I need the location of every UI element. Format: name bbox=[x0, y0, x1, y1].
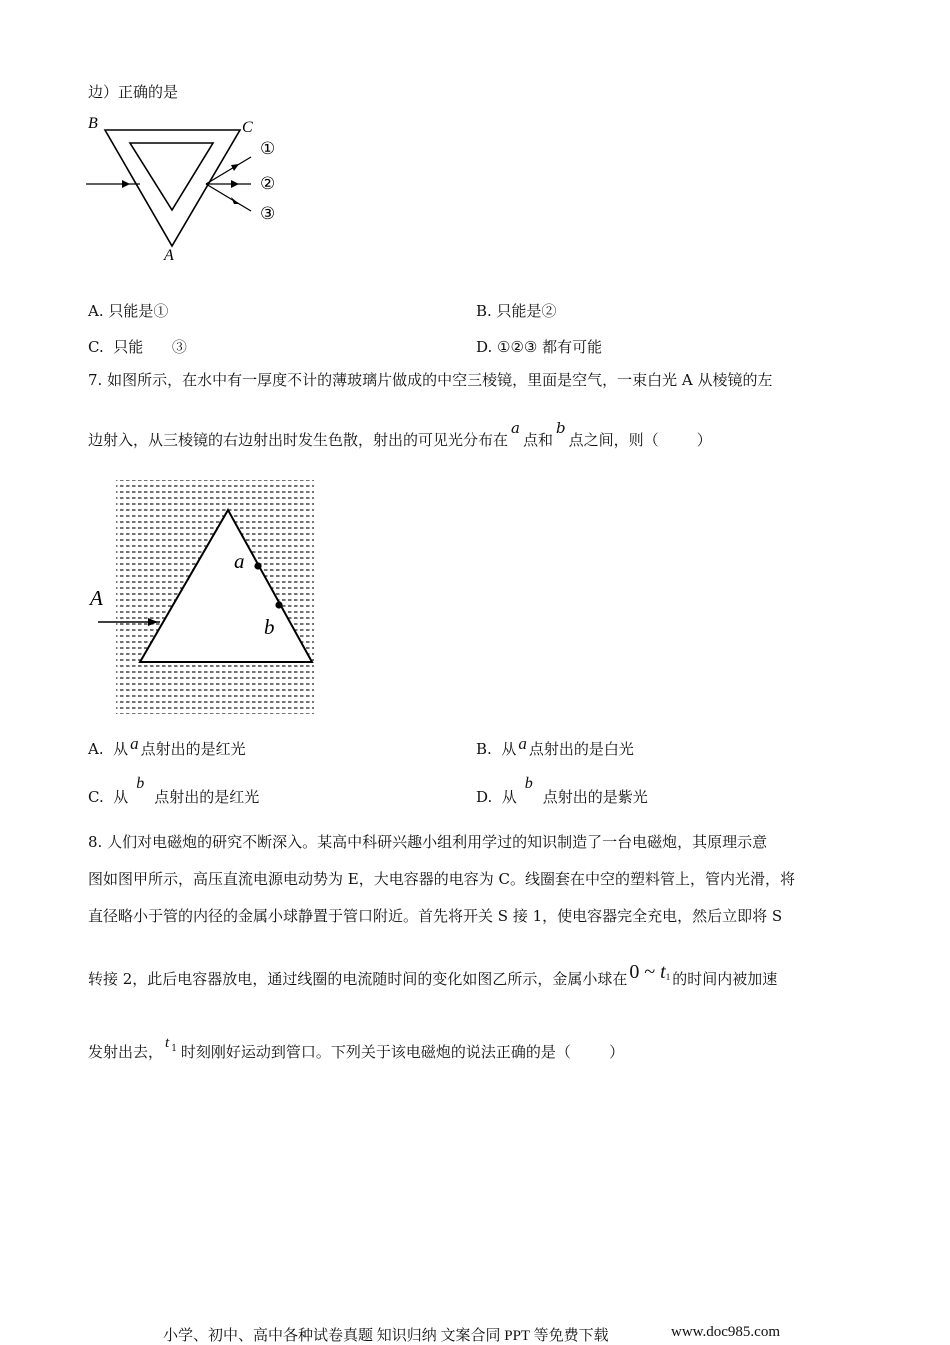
q7-label-a: a bbox=[234, 549, 245, 573]
q8-math-sub: 1 bbox=[665, 972, 671, 982]
q8-stem-line5-part2: 时刻刚好运动到管口。下列关于该电磁炮的说法正确的是（ ） bbox=[180, 1043, 625, 1061]
q6-incident-arrow bbox=[122, 180, 130, 188]
q7-option-d-prefix: D. 从 bbox=[476, 788, 517, 806]
q7-option-c-suffix: 点射出的是红光 bbox=[154, 788, 260, 806]
q7-point-b bbox=[275, 601, 282, 608]
q7-prism-figure bbox=[84, 472, 324, 720]
q6-option-c[interactable]: C. 只能 ③ bbox=[88, 338, 187, 356]
q8-math-t: t bbox=[660, 961, 666, 983]
q8-math-zero: 0 bbox=[629, 961, 640, 983]
q7-option-b-suffix: 点射出的是白光 bbox=[528, 740, 634, 758]
q7-point-a bbox=[254, 562, 261, 569]
q8-stem-line4 bbox=[88, 961, 778, 991]
q6-label-a: A bbox=[164, 247, 174, 264]
q7-label-A: A bbox=[90, 586, 103, 610]
q6-ray-1-label: ① bbox=[260, 139, 276, 158]
q6-ray-3 bbox=[206, 184, 251, 211]
q8-math-range bbox=[629, 961, 670, 983]
q6-prism-outer bbox=[105, 130, 240, 246]
footer-url-link[interactable]: www.doc985.com bbox=[671, 1324, 781, 1340]
q7-stem-line1: 7. 如图所示，在水中有一厚度不计的薄玻璃片做成的中空三棱镜，里面是空气，一束白光 A 从棱镜的左 bbox=[88, 371, 773, 389]
q6-ray-2-arrow bbox=[231, 180, 239, 188]
q7-option-a-var: a bbox=[130, 734, 139, 753]
q7-option-b-var: a bbox=[518, 734, 527, 753]
q6-label-b: B bbox=[88, 115, 98, 132]
q6-stem-tail: 边）正确的是 bbox=[88, 83, 179, 101]
q7-option-b-prefix: B. 从 bbox=[476, 740, 517, 758]
q7-option-d-suffix: 点射出的是紫光 bbox=[542, 788, 648, 806]
q8-stem-line3: 直径略小于管的内径的金属小球静置于管口附近。首先将开关 S 接 1，使电容器完全充电，然后立即将 S bbox=[88, 907, 783, 925]
q7-option-a-suffix: 点射出的是红光 bbox=[140, 740, 246, 758]
q7-stem-line2-part2: 点和 bbox=[522, 431, 553, 449]
footer-ad-text: 小学、初中、高中各种试卷真题 知识归纳 文案合同 PPT 等免费下载 bbox=[163, 1328, 609, 1344]
q8-stem-line4-part2: 的时间内被加速 bbox=[672, 970, 778, 988]
q6-option-a[interactable]: A. 只能是① bbox=[88, 302, 169, 320]
q8-stem-line2: 图如图甲所示，高压直流电源电动势为 E，大电容器的电容为 C。线圈套在中空的塑料管上，管内光滑，将 bbox=[88, 870, 795, 888]
q7-option-c-var: b bbox=[136, 775, 145, 792]
q8-math-tilde: ~ bbox=[644, 961, 656, 983]
q7-stem-line2-part1: 边射入，从三棱镜的右边射出时发生色散，射出的可见光分布在 bbox=[88, 431, 509, 449]
q8-stem-line1: 8. 人们对电磁炮的研究不断深入。某高中科研兴趣小组利用学过的知识制造了一台电磁炮，其原理示意 bbox=[88, 833, 768, 851]
q7-option-a[interactable] bbox=[88, 734, 246, 759]
q6-ray-1 bbox=[206, 157, 251, 184]
q8-stem-line5-part1: 发射出去， bbox=[88, 1043, 164, 1061]
q6-ray-1-arrow bbox=[231, 164, 239, 171]
q7-stem-line2 bbox=[88, 419, 712, 450]
q6-ray-3-label: ③ bbox=[260, 204, 276, 223]
q6-prism-inner bbox=[130, 143, 213, 210]
q6-option-d[interactable]: D. ①②③ 都有可能 bbox=[476, 338, 603, 356]
q8-stem-line5 bbox=[88, 1035, 625, 1065]
q6-label-c: C bbox=[242, 119, 253, 136]
q6-option-b[interactable]: B. 只能是② bbox=[476, 302, 557, 320]
q8-stem-line4-part1: 转接 2，此后电容器放电，通过线圈的电流随时间的变化如图乙所示，金属小球在 bbox=[88, 970, 628, 988]
q7-option-a-prefix: A. 从 bbox=[88, 740, 129, 758]
q7-option-d-var: b bbox=[524, 775, 533, 792]
q7-option-d[interactable] bbox=[476, 775, 648, 807]
q7-option-c[interactable] bbox=[88, 775, 260, 807]
q7-option-c-prefix: C. 从 bbox=[88, 788, 129, 806]
q7-stem-var-b: b bbox=[555, 419, 566, 437]
q6-prism-figure bbox=[84, 108, 294, 266]
q8-line5-t: t bbox=[165, 1035, 170, 1051]
q6-ray-2-label: ② bbox=[260, 174, 276, 193]
q8-line5-sub: 1 bbox=[171, 1044, 177, 1054]
q7-stem-var-a: a bbox=[511, 419, 520, 437]
q7-label-b: b bbox=[264, 615, 275, 639]
q7-stem-line2-part3: 点之间，则（ ） bbox=[568, 431, 712, 449]
q7-option-b[interactable] bbox=[476, 734, 634, 759]
